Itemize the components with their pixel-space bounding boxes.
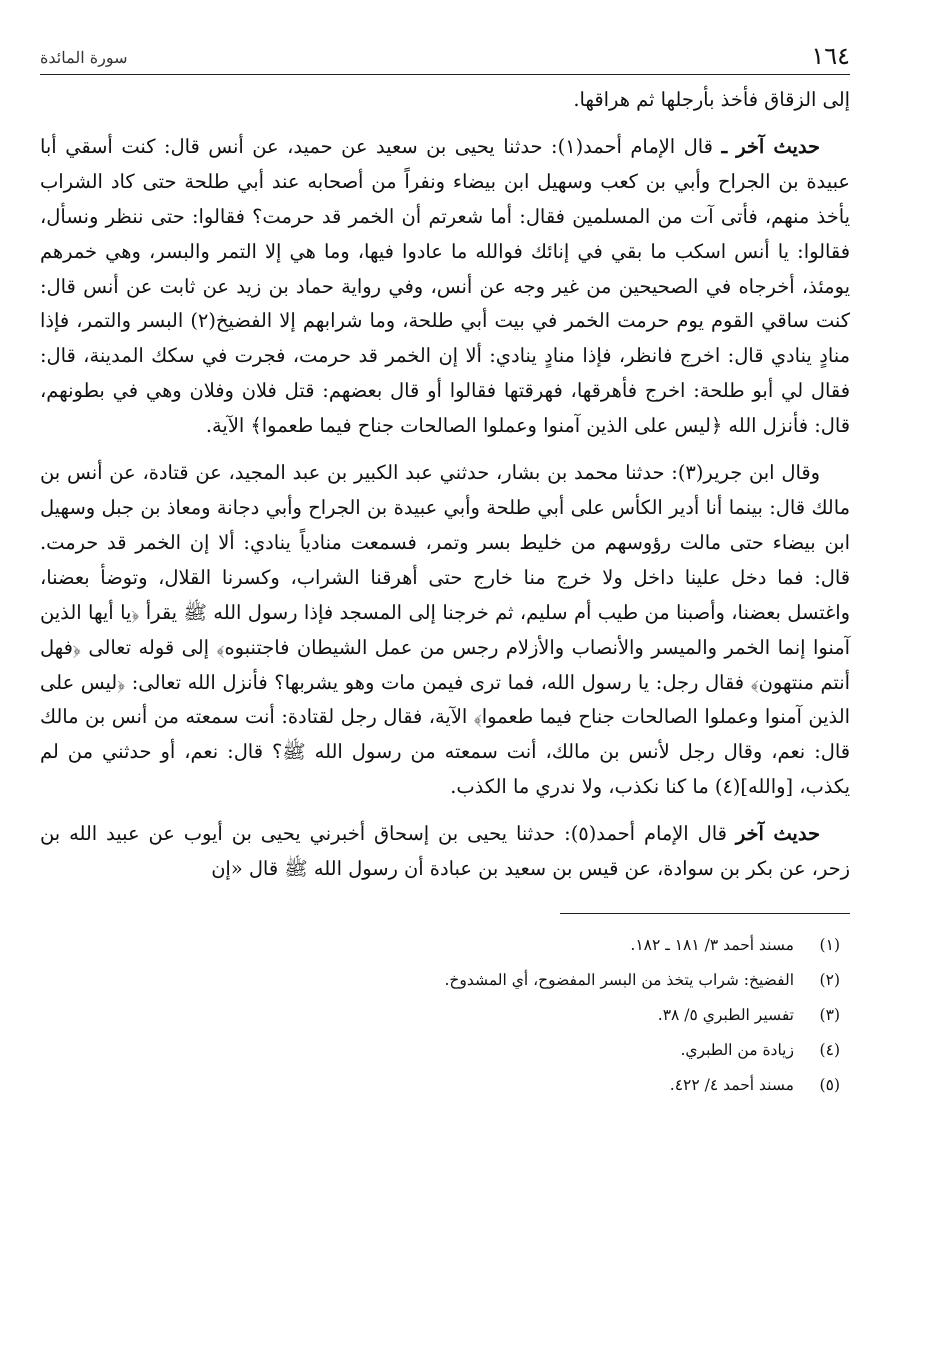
footnote-number: (٥): [819, 1075, 840, 1094]
footnote-text: الفضيخ: شراب يتخذ من البسر المفضوح، أي المشدوخ.: [444, 970, 794, 989]
paragraph-ibn-jarir: وقال ابن جرير(٣): حدثنا محمد بن بشار، حدثني عبد الكبير بن عبد المجيد، عن قتادة، عن أنس بن مالك قال: بينما أنا أدير الكأس على أبي طلحة وأبي عبيدة بن الجراح وأبي دجانة ومعاذ بن جبل وسهيل ابن بيضاء حتى مالت رؤوسهم من خليط بسر وتمر، فسمعت منادياً ينادي: ألا إن الخمر قد حرمت. قال: فما دخل علينا داخل ولا خرج منا خارج حتى أهرقنا الشراب، وكسرنا القلال، وتوضأ بعضنا، واغتسل بعضنا، وأصبنا من طيب أم سليم، ثم خرجنا إلى المسجد فإذا رسول الله ﷺ يقرأ ﴿يا أيها الذين آمنوا إنما الخمر والميسر والأنصاب والأزلام رجس من عمل الشيطان فاجتنبوه﴾ إلى قوله تعالى ﴿فهل أنتم منتهون﴾ فقال رجل: يا رسول الله، فما ترى فيمن مات وهو يشربها؟ فأنزل الله تعالى: ﴿ليس على الذين آمنوا وعملوا الصالحات جناح فيما طعموا﴾ الآية، فقال رجل لقتادة: أنت سمعته من أنس بن مالك قال: نعم، وقال رجل لأنس بن مالك، أنت سمعته من رسول الله ﷺ؟ قال: نعم، أو حدثني من لم يكذب، [والله](٤) ما كنا نكذب، ولا ندري ما الكذب.: [40, 461, 850, 799]
hadith-heading: حديث آخر ـ: [721, 134, 821, 158]
paragraph-hadith-2: [40, 817, 850, 887]
footnote-number: (٤): [819, 1040, 840, 1059]
footnote-text: زيادة من الطبري.: [680, 1040, 794, 1059]
page-header: [40, 40, 850, 75]
footnote-text: تفسير الطبري ٥/ ٣٨.: [657, 1005, 794, 1024]
running-title: سورة المائدة: [40, 48, 128, 67]
hadith-heading: حديث آخر: [735, 822, 820, 846]
footnote: [40, 1068, 840, 1103]
page-number: ١٦٤: [811, 42, 850, 70]
footnote: [40, 998, 840, 1033]
footnote: [40, 1033, 840, 1068]
paragraph-hadith-1: [40, 130, 850, 444]
footnote-text: مسند أحمد ٤/ ٤٢٢.: [669, 1075, 794, 1094]
main-text: [40, 83, 850, 887]
footnote-number: (٢): [819, 970, 840, 989]
paragraph-text: قال الإمام أحمد(١): حدثنا يحيى بن سعيد عن حميد، عن أنس قال: كنت أسقي أبا عبيدة بن الجراح وأبي بن كعب وسهيل ابن بيضاء ونفراً من أصحابه عند أبي طلحة حتى كاد الشراب يأخذ منهم، فأتى آت من المسلمين فقال: أما شعرتم أن الخمر قد حرمت؟ فقالوا: حتى ننظر ونسأل، فقالوا: يا أنس اسكب ما بقي في إنائك فوالله ما عادوا فيها، وما هي إلا التمر والبسر، وهي خمرهم يومئذ، أخرجاه في الصحيحين من غير وجه عن أنس، وفي رواية حماد بن زيد عن ثابت عن أنس قال: كنت ساقي القوم يوم حرمت الخمر في بيت أبي طلحة، وما شرابهم إلا الفضيخ(٢) البسر والتمر، فإذا منادٍ ينادي قال: اخرج فانظر، فإذا منادٍ ينادي: ألا إن الخمر قد حرمت، فجرت في سكك المدينة، قال: فقال لي أبو طلحة: اخرج فأهرقها، فهرقتها فقالوا أو قال بعضهم: قتل فلان وفلان وهي في بطونهم، قال: فأنزل الله ﴿ليس على الذين آمنوا وعملوا الصالحات جناح فيما طعموا﴾ الآية.: [40, 134, 850, 438]
footnote: [40, 963, 840, 998]
paragraph-text: قال الإمام أحمد(٥): حدثنا يحيى بن إسحاق أخبرني يحيى بن أيوب عن عبيد الله بن زحر، عن بكر بن سوادة، عن قيس بن سعيد بن عبادة أن رسول الله ﷺ قال «إن: [40, 822, 850, 881]
footnote-number: (٣): [819, 1005, 840, 1024]
paragraph-continuation: إلى الزقاق فأخذ بأرجلها ثم هراقها.: [573, 88, 850, 111]
footnote-number: (١): [819, 935, 840, 954]
book-page: [40, 40, 850, 1340]
footnotes: [40, 928, 840, 1103]
footnote: [40, 928, 840, 963]
footnote-text: مسند أحمد ٣/ ١٨١ ـ ١٨٢.: [630, 935, 794, 954]
footnote-divider: [560, 913, 850, 914]
